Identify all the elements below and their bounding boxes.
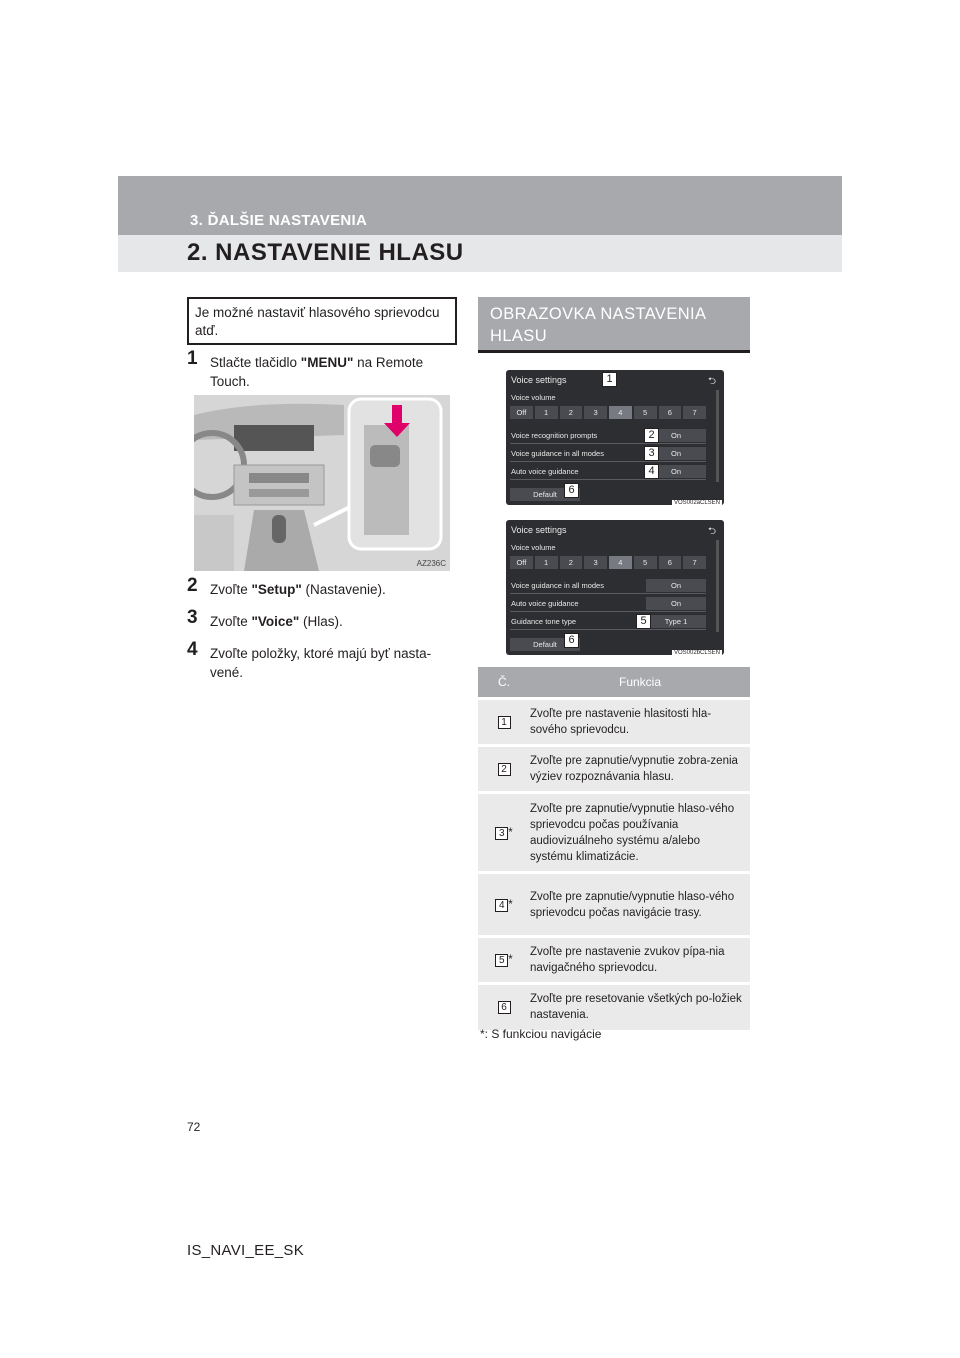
step-2 <box>187 575 457 599</box>
callout-2: 2 <box>644 428 659 443</box>
callout-5: 5 <box>636 614 651 629</box>
table-row <box>478 746 750 793</box>
step-3 <box>187 607 457 631</box>
scrollbar[interactable] <box>716 390 719 482</box>
volume-buttons <box>510 556 706 569</box>
screen-title: Voice settings <box>511 375 567 385</box>
row-number: 3 * <box>478 793 530 873</box>
step-keyword: "Setup" <box>251 582 302 597</box>
col-header-no: Č. <box>478 667 530 699</box>
volume-off-button[interactable]: Off <box>510 406 533 419</box>
step-text: Zvoľte <box>210 614 252 629</box>
volume-4-button[interactable]: 4 <box>609 556 632 569</box>
callout-6: 6 <box>564 483 579 498</box>
setting-row[interactable] <box>510 429 706 444</box>
voice-settings-screen-2 <box>506 520 724 655</box>
row-value[interactable]: On <box>646 429 706 442</box>
volume-buttons <box>510 406 706 419</box>
step-text: Stlačte tlačidlo <box>210 355 301 370</box>
photo-code: AZ236C <box>416 559 446 568</box>
step-number: 3 <box>187 607 198 628</box>
step-number: 4 <box>187 639 198 660</box>
row-value[interactable]: On <box>646 579 706 592</box>
row-value[interactable]: On <box>646 465 706 478</box>
step-keyword: "MENU" <box>300 355 354 370</box>
callout-4: 4 <box>644 464 659 479</box>
section-heading: OBRAZOVKA NASTAVENIA HLASU <box>478 297 750 353</box>
screen-code: VOS002bCLSEN <box>673 650 720 655</box>
callout-1: 1 <box>602 372 617 387</box>
step-text-end: (Nastavenie). <box>301 582 386 597</box>
row-value[interactable]: Type 1 <box>646 615 706 628</box>
function-table <box>478 667 750 1030</box>
volume-3-button[interactable]: 3 <box>584 406 607 419</box>
row-label: Voice guidance in all modes <box>511 449 604 458</box>
row-value[interactable]: On <box>646 447 706 460</box>
volume-7-button[interactable]: 7 <box>683 406 706 419</box>
step-text-end: na Remote Touch. <box>210 355 424 389</box>
col-header-function: Funkcia <box>530 667 750 699</box>
section-title: 3. ĎALŠIE NASTAVENIA <box>190 212 368 229</box>
volume-2-button[interactable]: 2 <box>560 556 583 569</box>
row-label: Guidance tone type <box>511 617 577 626</box>
dashboard-illustration <box>194 395 450 571</box>
row-label: Auto voice guidance <box>511 599 579 608</box>
step-text: Zvoľte položky, ktoré majú byť nasta-vené. <box>210 646 432 680</box>
row-function: Zvoľte pre zapnutie/vypnutie zobra-zenia výziev rozpoznávania hlasu. <box>530 746 750 793</box>
row-number: 6 <box>478 984 530 1030</box>
row-number: 5 * <box>478 937 530 984</box>
return-icon[interactable]: ⮌ <box>707 376 716 387</box>
volume-label: Voice volume <box>511 543 556 552</box>
row-number: 2 <box>478 746 530 793</box>
table-row <box>478 984 750 1030</box>
row-function: Zvoľte pre zapnutie/vypnutie hlaso-vého sprievodcu počas navigácie trasy. <box>530 873 750 937</box>
table-row <box>478 873 750 937</box>
volume-5-button[interactable]: 5 <box>634 406 657 419</box>
volume-6-button[interactable]: 6 <box>659 406 682 419</box>
default-button[interactable]: Default <box>510 638 580 651</box>
volume-2-button[interactable]: 2 <box>560 406 583 419</box>
page-number: 72 <box>187 1120 201 1134</box>
voice-settings-screen-1 <box>506 370 724 505</box>
row-number: 4 * <box>478 873 530 937</box>
screen-code: VOS002aCLSEN <box>673 500 720 505</box>
page-title: 2. NASTAVENIE HLASU <box>187 239 464 266</box>
setting-row[interactable] <box>510 465 706 480</box>
volume-1-button[interactable]: 1 <box>535 556 558 569</box>
step-text-end: (Hlas). <box>299 614 343 629</box>
step-4 <box>187 639 457 682</box>
document-code: IS_NAVI_EE_SK <box>187 1242 305 1259</box>
step-text: Zvoľte <box>210 582 252 597</box>
step-1 <box>187 348 457 391</box>
row-label: Voice guidance in all modes <box>511 581 604 590</box>
row-number: 1 <box>478 699 530 746</box>
volume-off-button[interactable]: Off <box>510 556 533 569</box>
default-button[interactable]: Default <box>510 488 580 501</box>
setting-row[interactable] <box>510 447 706 462</box>
row-value[interactable]: On <box>646 597 706 610</box>
table-row <box>478 793 750 873</box>
row-function: Zvoľte pre nastavenie zvukov pípa-nia navigačného sprievodcu. <box>530 937 750 984</box>
callout-3: 3 <box>644 446 659 461</box>
footnote: *: S funkciou navigácie <box>480 1027 602 1041</box>
return-icon[interactable]: ⮌ <box>707 526 716 537</box>
scrollbar[interactable] <box>716 540 719 632</box>
intro-box: Je možné nastaviť hlasového sprievodcu atď. <box>187 297 457 345</box>
row-function: Zvoľte pre resetovanie všetkých po-ložiek nastavenia. <box>530 984 750 1030</box>
row-function: Zvoľte pre zapnutie/vypnutie hlaso-vého sprievodcu počas používania audiovizuálneho systému a/alebo systému klimatizácie. <box>530 793 750 873</box>
dashboard-photo <box>194 395 450 571</box>
volume-3-button[interactable]: 3 <box>584 556 607 569</box>
setting-row[interactable] <box>510 597 706 612</box>
callout-6: 6 <box>564 633 579 648</box>
volume-7-button[interactable]: 7 <box>683 556 706 569</box>
screen-title: Voice settings <box>511 525 567 535</box>
volume-4-button[interactable]: 4 <box>609 406 632 419</box>
row-label: Voice recognition prompts <box>511 431 598 440</box>
step-number: 1 <box>187 348 198 369</box>
row-function: Zvoľte pre nastavenie hlasitosti hla-sového sprievodcu. <box>530 699 750 746</box>
step-number: 2 <box>187 575 198 596</box>
table-row <box>478 699 750 746</box>
volume-1-button[interactable]: 1 <box>535 406 558 419</box>
step-keyword: "Voice" <box>251 614 300 629</box>
setting-row[interactable] <box>510 615 706 630</box>
volume-6-button[interactable]: 6 <box>659 556 682 569</box>
volume-label: Voice volume <box>511 393 556 402</box>
volume-5-button[interactable]: 5 <box>634 556 657 569</box>
table-row <box>478 937 750 984</box>
row-label: Auto voice guidance <box>511 467 579 476</box>
setting-row[interactable] <box>510 579 706 594</box>
